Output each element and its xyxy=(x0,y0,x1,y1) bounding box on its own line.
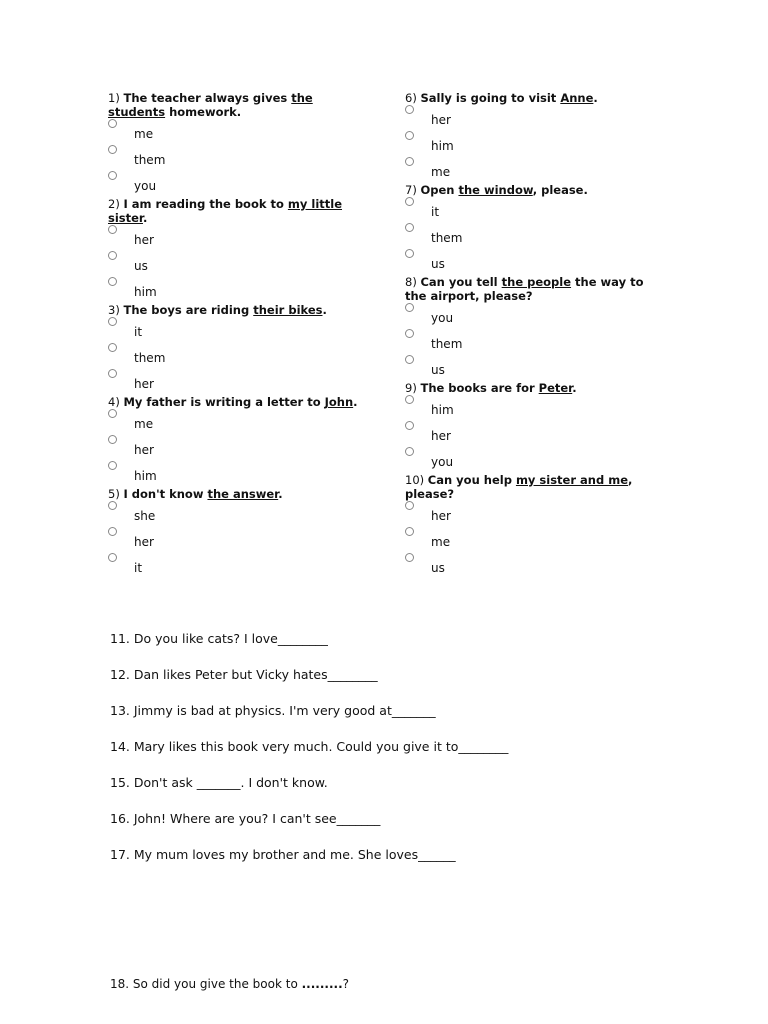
question-stem: The books are for xyxy=(420,381,539,395)
mc-question xyxy=(108,395,358,487)
radio-button[interactable] xyxy=(405,105,414,114)
underlined-phrase: the people xyxy=(501,275,572,289)
underlined-phrase: Anne xyxy=(560,91,594,105)
question-number: 7) xyxy=(405,183,417,197)
question-number: 5) xyxy=(108,487,120,501)
option-label: them xyxy=(134,153,166,167)
radio-button[interactable] xyxy=(108,501,117,510)
option-label: us xyxy=(431,363,445,377)
answer-option[interactable] xyxy=(108,119,358,145)
question-stem: . xyxy=(322,303,327,317)
question-stem: Can you help xyxy=(427,473,516,487)
question-number: 4) xyxy=(108,395,120,409)
question-stem: . xyxy=(572,381,577,395)
option-label: it xyxy=(134,325,143,339)
answer-option[interactable] xyxy=(108,343,358,369)
answer-option[interactable] xyxy=(108,409,358,435)
option-label: us xyxy=(134,259,148,273)
radio-button[interactable] xyxy=(405,501,414,510)
question-stem: My father is writing a letter to xyxy=(123,395,325,409)
fill-in-question: 13. Jimmy is bad at physics. I'm very good at_______ xyxy=(110,703,436,718)
option-label: me xyxy=(431,165,451,179)
answer-option[interactable] xyxy=(405,223,655,249)
question-stem: The teacher always gives xyxy=(123,91,292,105)
mc-question xyxy=(405,275,655,381)
answer-option[interactable] xyxy=(405,249,655,275)
mc-question xyxy=(405,91,655,183)
question-text xyxy=(405,183,655,197)
answer-option[interactable] xyxy=(405,421,655,447)
radio-button[interactable] xyxy=(405,197,414,206)
mc-question xyxy=(405,183,655,275)
answer-option[interactable] xyxy=(108,461,358,487)
radio-button[interactable] xyxy=(108,435,117,444)
question-stem: Can you tell xyxy=(420,275,502,289)
question-number: 6) xyxy=(405,91,417,105)
answer-option[interactable] xyxy=(405,395,655,421)
question-text xyxy=(108,91,358,119)
fill-in-question: 12. Dan likes Peter but Vicky hates________ xyxy=(110,667,378,682)
option-label: me xyxy=(431,535,451,549)
answer-option[interactable] xyxy=(108,225,358,251)
question-stem: , please? xyxy=(405,473,633,501)
radio-button[interactable] xyxy=(108,317,117,326)
option-label: she xyxy=(134,509,156,523)
option-label: her xyxy=(134,535,154,549)
underlined-phrase: John xyxy=(324,395,354,409)
question-text xyxy=(108,303,358,317)
answer-option[interactable] xyxy=(108,369,358,395)
radio-button[interactable] xyxy=(405,303,414,312)
underlined-phrase: Peter xyxy=(538,381,573,395)
answer-option[interactable] xyxy=(405,131,655,157)
radio-button[interactable] xyxy=(108,225,117,234)
question-stem: Open xyxy=(420,183,459,197)
question-number: 3) xyxy=(108,303,120,317)
option-label: me xyxy=(134,417,154,431)
answer-option[interactable] xyxy=(108,435,358,461)
question-stem: . xyxy=(142,211,148,225)
question-text xyxy=(405,473,655,501)
option-label: me xyxy=(134,127,154,141)
option-label: her xyxy=(431,509,451,523)
radio-button[interactable] xyxy=(405,223,414,232)
fill-in-question: 11. Do you like cats? I love________ xyxy=(110,631,328,646)
radio-button[interactable] xyxy=(108,145,117,154)
question-text xyxy=(108,487,358,501)
question-stem: . xyxy=(593,91,598,105)
radio-button[interactable] xyxy=(108,527,117,536)
radio-button[interactable] xyxy=(108,369,117,378)
radio-button[interactable] xyxy=(405,527,414,536)
radio-button[interactable] xyxy=(405,249,414,258)
answer-option[interactable] xyxy=(405,355,655,381)
question-stem: the way to the airport, please? xyxy=(405,275,644,303)
radio-button[interactable] xyxy=(108,171,117,180)
underlined-phrase: the window xyxy=(458,183,533,197)
underlined-phrase: my little sister xyxy=(108,197,343,225)
option-label: him xyxy=(134,285,157,299)
radio-button[interactable] xyxy=(108,251,117,260)
question-stem: homework. xyxy=(165,105,242,119)
question-number: 10) xyxy=(405,473,425,487)
fill-in-question: 17. My mum loves my brother and me. She loves______ xyxy=(110,847,456,862)
question-text xyxy=(108,395,358,409)
answer-option[interactable] xyxy=(108,145,358,171)
answer-option[interactable] xyxy=(108,171,358,197)
answer-option[interactable] xyxy=(108,251,358,277)
answer-option[interactable] xyxy=(405,105,655,131)
answer-option[interactable] xyxy=(108,277,358,303)
question-text xyxy=(405,91,655,105)
option-label: her xyxy=(134,377,154,391)
option-label: him xyxy=(431,139,454,153)
answer-option[interactable] xyxy=(405,303,655,329)
question-number: 8) xyxy=(405,275,417,289)
question-18 xyxy=(110,977,349,991)
option-label: us xyxy=(431,257,445,271)
answer-option[interactable] xyxy=(405,197,655,223)
radio-button[interactable] xyxy=(108,119,117,128)
question-stem: I don't know xyxy=(123,487,208,501)
answer-option[interactable] xyxy=(108,553,358,579)
radio-button[interactable] xyxy=(405,157,414,166)
option-label: you xyxy=(134,179,157,193)
answer-option[interactable] xyxy=(405,157,655,183)
fill-in-question: 14. Mary likes this book very much. Could you give it to________ xyxy=(110,739,509,754)
answer-option[interactable] xyxy=(405,527,655,553)
question-18-blank: ......... xyxy=(301,977,343,991)
radio-button[interactable] xyxy=(405,329,414,338)
radio-button[interactable] xyxy=(405,447,414,456)
radio-button[interactable] xyxy=(108,277,117,286)
mc-question xyxy=(108,303,358,395)
question-number: 9) xyxy=(405,381,417,395)
answer-option[interactable] xyxy=(405,501,655,527)
radio-button[interactable] xyxy=(405,553,414,562)
fill-in-question: 15. Don't ask _______. I don't know. xyxy=(110,775,328,790)
mc-question xyxy=(108,487,358,579)
option-label: him xyxy=(431,403,454,417)
option-label: it xyxy=(431,205,440,219)
underlined-phrase: the students xyxy=(108,91,313,119)
question-number: 2) xyxy=(108,197,120,211)
question-text xyxy=(108,197,358,225)
mc-question xyxy=(405,381,655,473)
underlined-phrase: their bikes xyxy=(253,303,323,317)
answer-option[interactable] xyxy=(405,553,655,579)
question-text xyxy=(405,381,655,395)
question-18-prefix: 18. So did you give the book to xyxy=(110,977,302,991)
question-18-suffix: ? xyxy=(342,977,350,991)
answer-option[interactable] xyxy=(405,329,655,355)
mc-question xyxy=(405,473,655,579)
option-label: it xyxy=(134,561,143,575)
option-label: you xyxy=(431,455,454,469)
option-label: you xyxy=(431,311,454,325)
questions-column-left xyxy=(108,91,358,579)
option-label: her xyxy=(134,443,154,457)
mc-question xyxy=(108,91,358,197)
option-label: her xyxy=(431,429,451,443)
underlined-phrase: my sister and me xyxy=(515,473,628,487)
fill-in-question: 16. John! Where are you? I can't see_______ xyxy=(110,811,381,826)
answer-option[interactable] xyxy=(108,527,358,553)
radio-button[interactable] xyxy=(405,355,414,364)
option-label: her xyxy=(134,233,154,247)
answer-option[interactable] xyxy=(108,501,358,527)
question-stem: Sally is going to visit xyxy=(420,91,561,105)
radio-button[interactable] xyxy=(405,421,414,430)
radio-button[interactable] xyxy=(405,395,414,404)
radio-button[interactable] xyxy=(108,553,117,562)
option-label: them xyxy=(431,337,463,351)
option-label: us xyxy=(431,561,445,575)
question-number: 1) xyxy=(108,91,120,105)
question-stem: . xyxy=(353,395,358,409)
question-stem: . xyxy=(278,487,283,501)
mc-question xyxy=(108,197,358,303)
question-text xyxy=(405,275,655,303)
option-label: them xyxy=(134,351,166,365)
questions-column-right xyxy=(405,91,655,579)
option-label: her xyxy=(431,113,451,127)
option-label: him xyxy=(134,469,157,483)
question-stem: , please. xyxy=(532,183,588,197)
radio-button[interactable] xyxy=(405,131,414,140)
question-stem: I am reading the book to xyxy=(123,197,288,211)
radio-button[interactable] xyxy=(108,461,117,470)
answer-option[interactable] xyxy=(108,317,358,343)
radio-button[interactable] xyxy=(108,343,117,352)
option-label: them xyxy=(431,231,463,245)
underlined-phrase: the answer xyxy=(207,487,279,501)
radio-button[interactable] xyxy=(108,409,117,418)
question-stem: The boys are riding xyxy=(123,303,254,317)
answer-option[interactable] xyxy=(405,447,655,473)
fill-in-questions xyxy=(110,632,750,884)
